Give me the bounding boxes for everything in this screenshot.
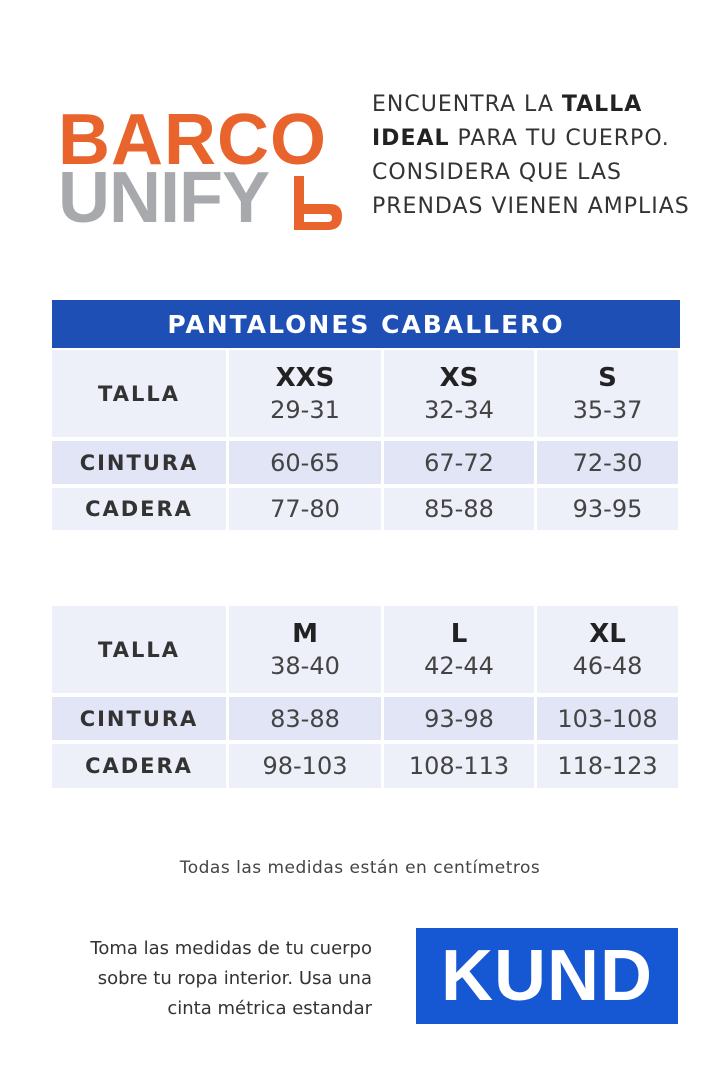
brand-line-1: BARCO	[58, 100, 327, 180]
cintura-value: 83-88	[270, 704, 340, 733]
value-cell	[537, 697, 678, 740]
talla-row	[52, 350, 678, 437]
size-cell	[537, 350, 678, 437]
size-range: 29-31	[270, 395, 340, 424]
cadera-value: 108-113	[408, 752, 510, 780]
intro-bold-talla: TALLA	[561, 92, 643, 117]
size-cell	[229, 606, 381, 693]
brand-mark-icon	[290, 174, 344, 232]
value-cell	[384, 697, 534, 740]
cintura-row	[52, 441, 678, 484]
talla-label-cell	[52, 606, 226, 693]
cadera-value: 93-95	[572, 495, 643, 523]
intro-bold-ideal: IDEAL	[372, 126, 450, 151]
cintura-value: 60-65	[270, 448, 340, 477]
value-cell	[229, 744, 381, 788]
units-note: Todas las medidas están en centímetros	[179, 858, 541, 878]
cadera-value: 118-123	[557, 752, 658, 780]
size-name: XS	[439, 362, 479, 393]
size-range: 46-48	[572, 651, 643, 680]
measuring-instructions	[52, 934, 372, 1024]
value-cell	[537, 488, 678, 530]
size-name: XL	[589, 618, 626, 649]
cintura-value: 103-108	[557, 704, 658, 733]
value-cell	[384, 441, 534, 484]
cintura-label-cell	[52, 441, 226, 484]
table-title: PANTALONES CABALLERO	[52, 300, 680, 348]
size-range: 42-44	[424, 651, 494, 680]
instruction-line: sobre tu ropa interior. Usa una	[97, 968, 372, 989]
size-cell	[384, 606, 534, 693]
cadera-label-cell	[52, 488, 226, 530]
cadera-label: CADERA	[85, 497, 193, 521]
kund-logo	[416, 928, 678, 1024]
value-cell	[537, 441, 678, 484]
value-cell	[537, 744, 678, 788]
size-range: 35-37	[572, 395, 643, 424]
cintura-label: CINTURA	[79, 706, 199, 731]
intro-part-1: ENCUENTRA LA	[372, 92, 562, 117]
cadera-label-cell	[52, 744, 226, 788]
cadera-row	[52, 488, 678, 530]
talla-label: TALLA	[98, 637, 180, 662]
size-cell	[229, 350, 381, 437]
cintura-value: 72-30	[572, 448, 643, 477]
cadera-value: 77-80	[270, 495, 340, 523]
cadera-row	[52, 744, 678, 788]
brand-line-2: UNIFY	[58, 158, 269, 238]
talla-row	[52, 606, 678, 693]
cintura-value: 67-72	[424, 448, 494, 477]
cintura-row	[52, 697, 678, 740]
value-cell	[384, 488, 534, 530]
size-name: M	[292, 618, 318, 649]
cadera-label: CADERA	[85, 754, 193, 778]
talla-label-cell	[52, 350, 226, 437]
size-name: XXS	[275, 362, 335, 393]
size-name: L	[450, 618, 468, 649]
size-range: 32-34	[424, 395, 494, 424]
kund-logo-text: KUND	[441, 936, 653, 1016]
instruction-line: Toma las medidas de tu cuerpo	[90, 938, 372, 959]
size-range: 38-40	[270, 651, 340, 680]
value-cell	[229, 441, 381, 484]
size-name: S	[598, 362, 617, 393]
value-cell	[229, 697, 381, 740]
talla-label: TALLA	[98, 381, 180, 406]
cadera-value: 98-103	[262, 752, 348, 780]
size-cell	[537, 606, 678, 693]
intro-text	[372, 88, 702, 224]
cintura-label-cell	[52, 697, 226, 740]
size-cell	[384, 350, 534, 437]
barco-unify-logo	[58, 100, 358, 244]
value-cell	[384, 744, 534, 788]
cintura-label: CINTURA	[79, 450, 199, 475]
cintura-value: 93-98	[424, 704, 494, 733]
value-cell	[229, 488, 381, 530]
intro-part-2: PARA TU CUERPO. CONSIDERA QUE LAS PRENDAS VIENEN AMPLIAS	[372, 126, 690, 219]
cadera-value: 85-88	[424, 495, 494, 523]
instruction-line: cinta métrica estandar	[167, 998, 372, 1019]
